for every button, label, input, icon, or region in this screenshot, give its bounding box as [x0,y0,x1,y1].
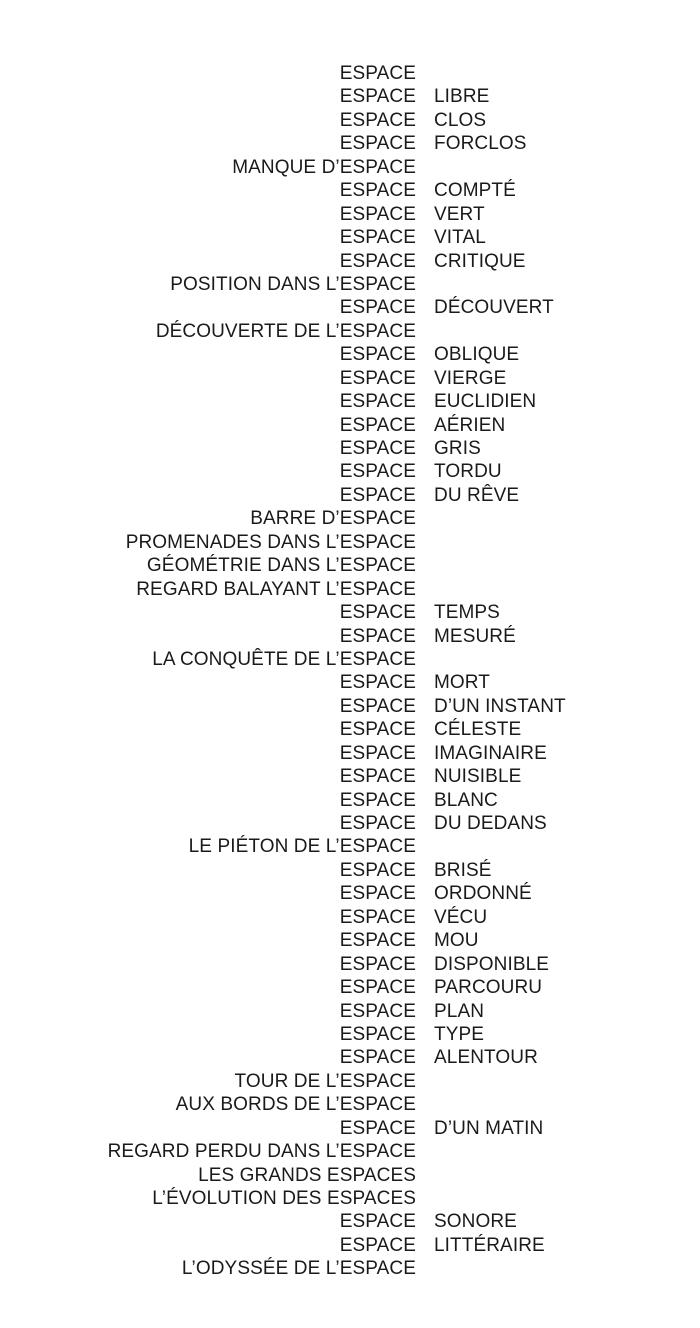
poem-line-left: ESPACE [339,1000,416,1022]
poem-line-right: AÉRIEN [434,414,506,436]
poem-line-right: TYPE [434,1023,485,1045]
poem-line-left: ESPACE [339,227,416,249]
poem-line [0,812,700,835]
poem-line [0,835,700,858]
poem-line-left: LE PIÉTON DE L’ESPACE [188,836,416,858]
poem-line [0,742,700,765]
poem-line [0,601,700,624]
poem-line [0,296,700,319]
poem-line [0,906,700,929]
poem-line-right: TEMPS [434,602,500,624]
poem-line-right: LITTÉRAIRE [434,1234,545,1256]
poem-line [0,859,700,882]
poem-line [0,203,700,226]
poem-line [0,554,700,577]
poem-line-left: ESPACE [339,461,416,483]
poem-line-left: REGARD PERDU DANS L’ESPACE [107,1141,416,1163]
poem-line-right: COMPTÉ [434,180,516,202]
poem-line [0,1257,700,1280]
poem-line [0,484,700,507]
poem-line-right: MORT [434,672,490,694]
poem-line-left: ESPACE [339,133,416,155]
poem-line-right: CLOS [434,109,487,131]
poem-line [0,367,700,390]
poem-line [0,320,700,343]
poem-line-left: ESPACE [339,719,416,741]
poem-line [0,695,700,718]
poem-line-left: ESPACE [339,1047,416,1069]
poem-line-left: AUX BORDS DE L’ESPACE [175,1094,416,1116]
poem-line [0,414,700,437]
poem-line [0,179,700,202]
poem-line-left: ESPACE [339,625,416,647]
poem-line [0,1187,700,1210]
poem-line-right: IMAGINAIRE [434,742,547,764]
poem-line [0,85,700,108]
poem-line [0,718,700,741]
poem-line-right: BLANC [434,789,498,811]
poem-line-left: ESPACE [339,63,416,84]
poem-line [0,132,700,155]
poem-line [0,226,700,249]
poem-line-left: ESPACE [339,250,416,272]
poem-line-left: LA CONQUÊTE DE L’ESPACE [152,648,416,670]
poem-line-left: ESPACE [339,484,416,506]
poem-line [0,1164,700,1187]
poem-line [0,1000,700,1023]
poem-line [0,929,700,952]
poem-line-left: ESPACE [339,859,416,881]
poem-line-left: ESPACE [339,414,416,436]
poem-line-right: PARCOURU [434,977,543,999]
poem-line-right: VIERGE [434,367,507,389]
poem-line-right: EUCLIDIEN [434,391,537,413]
poem-line-right: FORCLOS [434,133,527,155]
poem-line-right: GRIS [434,438,481,459]
poem-line-left: ESPACE [339,1211,416,1233]
poem-line-left: ESPACE [339,789,416,811]
poem-line-left: ESPACE [339,953,416,975]
poem-line-left: ESPACE [339,109,416,131]
poem-line-right: BRISÉ [434,859,492,881]
poem-line-right: MOU [434,930,479,952]
poem-line [0,390,700,413]
poem-line [0,625,700,648]
poem-line-left: ESPACE [339,742,416,764]
poem-line-right: LIBRE [434,86,490,108]
poem-line-left: ESPACE [339,695,416,717]
poem-line [0,648,700,671]
poem-line-right: D’UN MATIN [434,1117,544,1139]
poem-line [0,765,700,788]
poem-line-right: CÉLESTE [434,719,522,741]
poem-line-left: ESPACE [339,438,416,459]
poem-line [0,273,700,296]
poem-line-right: DÉCOUVERT [434,297,554,319]
poem-line [0,1093,700,1116]
poem-line-right: D’UN INSTANT [434,695,566,717]
poem-line-right: DISPONIBLE [434,953,550,975]
poem-line [0,156,700,179]
poem-line-left: L’ODYSSÉE DE L’ESPACE [181,1258,416,1280]
poem-line [0,1023,700,1046]
poem-line-left: ESPACE [339,672,416,694]
poem-line-left: ESPACE [339,203,416,225]
poem-line-left: ESPACE [339,1023,416,1045]
poem-line-left: ESPACE [339,906,416,928]
poem-line-right: CRITIQUE [434,250,526,272]
poem-line-left: ESPACE [339,930,416,952]
poem-line [0,1140,700,1163]
poem-line [0,531,700,554]
poem-line-left: MANQUE D’ESPACE [232,156,416,178]
poem-line-right: VERT [434,203,485,225]
poem-line-right: DU DEDANS [434,813,547,834]
poem-line-right: OBLIQUE [434,344,520,366]
poem-line-left: ESPACE [339,367,416,389]
poem-line-right: VÉCU [434,906,488,928]
poem-line-left: ESPACE [339,813,416,834]
poem-line [0,343,700,366]
poem-line-left: ESPACE [339,391,416,413]
poem-line-right: PLAN [434,1000,485,1022]
poem-line-left: ESPACE [339,344,416,366]
poem-line-right: ALENTOUR [434,1047,538,1069]
poem-line-left: TOUR DE L’ESPACE [234,1070,416,1092]
poem-line [0,1234,700,1257]
poem-line [0,1210,700,1233]
poem-line-right: DU RÊVE [434,484,520,506]
poem-line-right: ORDONNÉ [434,883,532,905]
poem-line-left: ESPACE [339,1234,416,1256]
poem-line [0,953,700,976]
poem-line [0,882,700,905]
poem-line-left: POSITION DANS L’ESPACE [170,273,416,295]
poem-line-left: ESPACE [339,297,416,319]
poem-line-left: ESPACE [339,602,416,624]
poem-line-left: ESPACE [339,86,416,108]
poem-line [0,437,700,460]
poem-line-left: ESPACE [339,883,416,905]
poem-line [0,109,700,132]
poem-line [0,671,700,694]
poem-line-left: ESPACE [339,977,416,999]
poem-line-left: BARRE D’ESPACE [250,508,416,530]
poem-line-left: L’ÉVOLUTION DES ESPACES [152,1188,416,1209]
poem-line [0,1070,700,1093]
poem-line [0,1046,700,1069]
poem-line-left: DÉCOUVERTE DE L’ESPACE [155,320,416,342]
poem-line [0,62,700,85]
poem-line-left: PROMENADES DANS L’ESPACE [125,531,416,553]
poem-line-left: LES GRANDS ESPACES [198,1164,416,1186]
poem-line [0,976,700,999]
poem-line-left: REGARD BALAYANT L’ESPACE [136,578,416,600]
poem-text [0,62,700,1281]
poem-line [0,250,700,273]
poem-line [0,578,700,601]
poem-line-right: VITAL [434,227,486,249]
poem-line-left: ESPACE [339,766,416,788]
poem-line [0,1117,700,1140]
poem-line [0,507,700,530]
poem-line-left: GÉOMÉTRIE DANS L’ESPACE [146,555,416,577]
poem-line-right: TORDU [434,461,502,483]
poem-line [0,460,700,483]
poem-line [0,789,700,812]
poem-line-right: NUISIBLE [434,766,522,788]
poem-line-left: ESPACE [339,180,416,202]
poem-line-left: ESPACE [339,1117,416,1139]
poem-line-right: MESURÉ [434,625,516,647]
poem-line-right: SONORE [434,1211,517,1233]
